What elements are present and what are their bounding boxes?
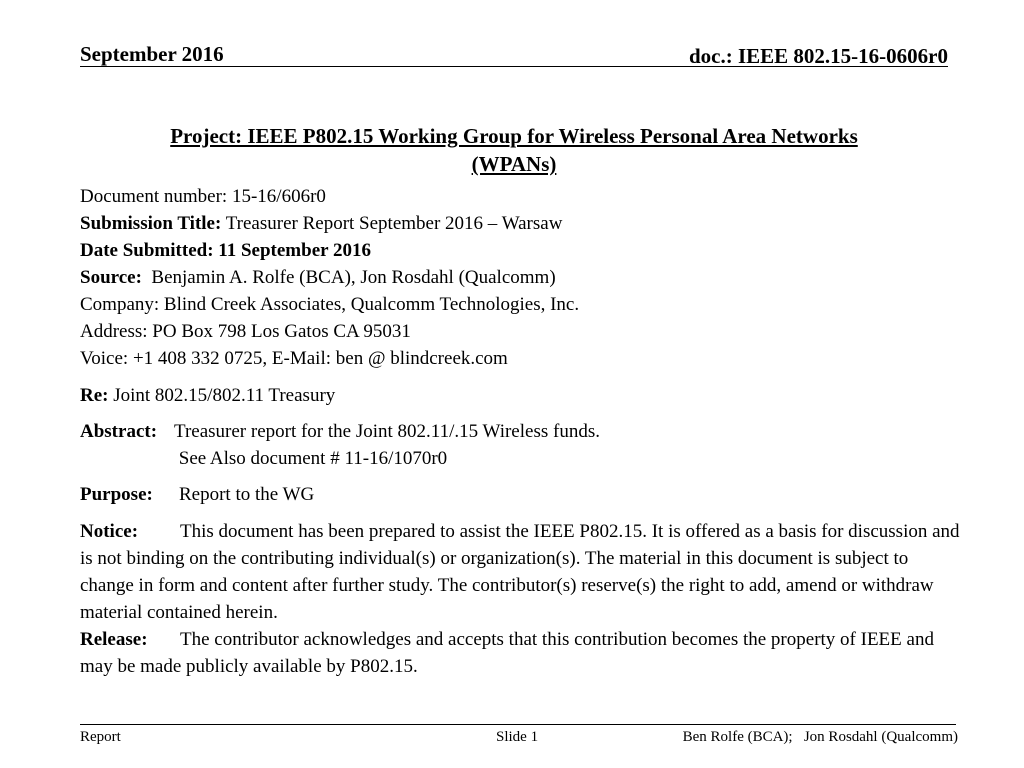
slide-number: Slide 1 — [496, 729, 539, 745]
release-label: Release: — [80, 629, 148, 650]
abstract-label: Abstract: — [80, 421, 158, 442]
purpose-label: Purpose: — [80, 484, 153, 505]
notice — [80, 518, 960, 626]
source — [80, 264, 960, 291]
submission-title — [80, 210, 960, 237]
release-text: The contributor acknowledges and accepts that this contribution becomes the property of IEEE and may be made publicly available by P802.15. — [80, 629, 934, 677]
date-submitted: Date Submitted: 11 September 2016 — [80, 240, 371, 261]
company: Company: Blind Creek Associates, Qualcomm Technologies, Inc. — [80, 294, 580, 315]
abstract — [80, 418, 960, 472]
re-label: Re: — [80, 385, 109, 406]
release — [80, 626, 960, 680]
document-number: Document number: 15-16/606r0 — [80, 186, 326, 207]
address: Address: PO Box 798 Los Gatos CA 95031 — [80, 321, 411, 342]
purpose-value: Report to the WG — [179, 484, 315, 505]
submission-title-value: Treasurer Report September 2016 – Warsaw — [221, 213, 563, 234]
footer-left: Report — [80, 729, 121, 745]
footer-authors: Ben Rolfe (BCA); Jon Rosdahl (Qualcomm) — [682, 729, 958, 745]
notice-label: Notice: — [80, 521, 139, 542]
header-doc-id: doc.: IEEE 802.15-16-0606r0 — [689, 44, 948, 68]
submission-title-label: Submission Title: — [80, 213, 222, 234]
project-title-line1: Project: IEEE P802.15 Working Group for Wireless Personal Area Networks — [170, 124, 858, 148]
re-value: Joint 802.15/802.11 Treasury — [108, 385, 336, 406]
document-info — [80, 183, 960, 372]
voice-email: Voice: +1 408 332 0725, E-Mail: ben @ blindcreek.com — [80, 348, 508, 369]
footer-divider — [80, 724, 956, 725]
project-title — [80, 122, 948, 178]
source-label: Source: — [80, 267, 142, 288]
abstract-line2: See Also document # 11-16/1070r0 — [174, 448, 448, 469]
abstract-line1: Treasurer report for the Joint 802.11/.15 Wireless funds. — [174, 421, 600, 442]
re-line — [80, 382, 960, 409]
notice-release — [80, 518, 960, 680]
header-divider — [80, 66, 948, 67]
project-title-line2: (WPANs) — [471, 152, 557, 176]
purpose — [80, 481, 960, 508]
notice-text: This document has been prepared to assist the IEEE P802.15. It is offered as a basis for discussion and is not binding on the contributing individual(s) or organization(s). The material in this document is subject to change in form and content after further study. The contributor(s) reserve(s) the right to add, amend or withdraw material contained herein. — [80, 521, 960, 623]
header-date: September 2016 — [80, 42, 224, 66]
source-value: Benjamin A. Rolfe (BCA), Jon Rosdahl (Qualcomm) — [141, 267, 556, 288]
